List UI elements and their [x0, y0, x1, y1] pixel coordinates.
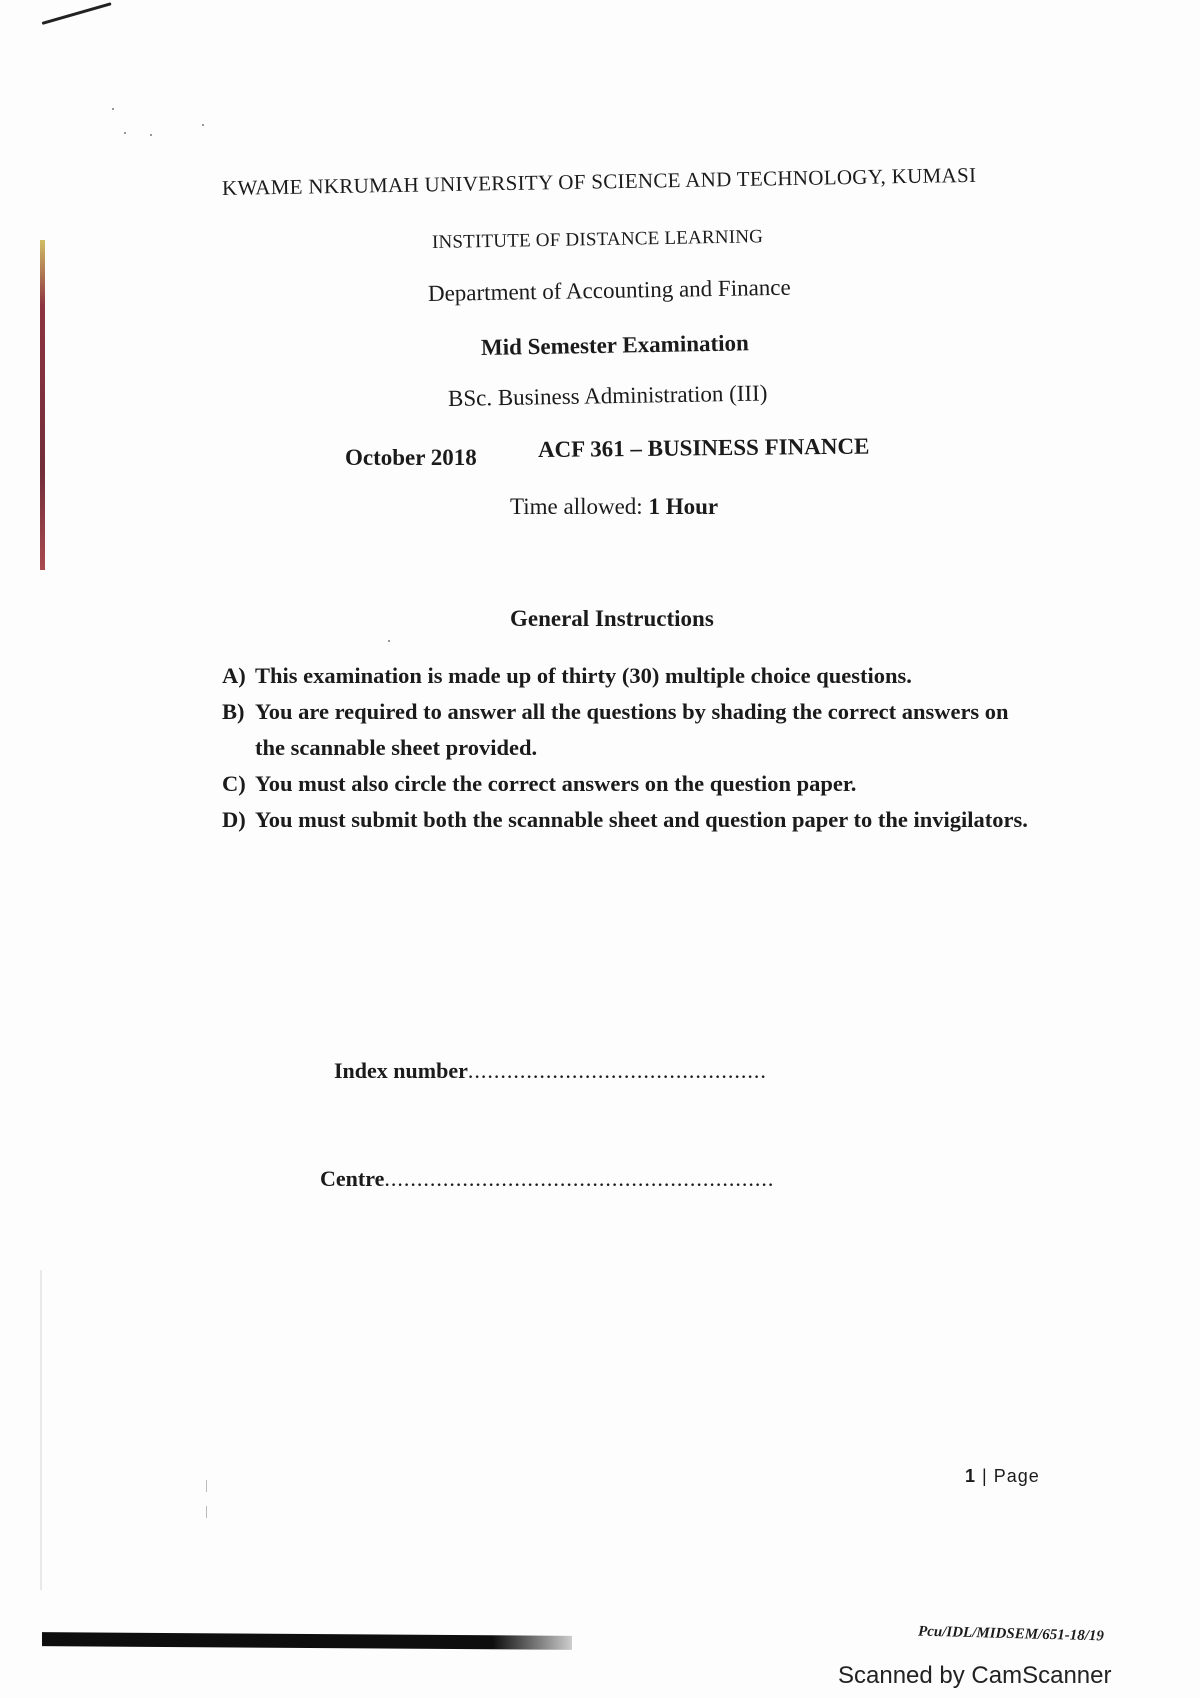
time-allowed-value: 1 Hour	[648, 494, 719, 519]
binding-edge-shadow	[40, 240, 45, 570]
exam-type: Mid Semester Examination	[480, 330, 750, 360]
instruction-text: You must also circle the correct answers on the question paper.	[255, 771, 857, 796]
university-name: KWAME NKRUMAH UNIVERSITY OF SCIENCE AND TECHNOLOGY, KUMASI	[221, 162, 977, 200]
index-number-label: Index number	[334, 1058, 468, 1083]
scan-speck	[388, 640, 390, 642]
page-number-separator: |	[982, 1466, 988, 1486]
scan-speck	[112, 108, 114, 110]
instruction-text: You are required to answer all the questions by shading the correct answers on the scannable sheet provided.	[255, 699, 1009, 760]
instruction-letter: A)	[222, 663, 246, 688]
exam-date: October 2018	[345, 445, 477, 470]
instruction-item	[222, 658, 1042, 694]
scanner-watermark: Scanned by CamScanner	[838, 1662, 1112, 1689]
instruction-letter: C)	[222, 771, 246, 796]
page-number	[965, 1466, 1040, 1487]
instruction-item	[222, 694, 1042, 766]
instruction-text: You must submit both the scannable sheet and question paper to the invigilators.	[255, 807, 1028, 832]
scan-bottom-shadow	[42, 1632, 572, 1650]
instructions-list	[222, 658, 1042, 838]
pen-stroke-mark	[42, 2, 112, 25]
time-allowed-label: Time allowed:	[510, 494, 643, 519]
page-number-word: Page	[993, 1466, 1040, 1486]
scan-speck	[202, 124, 204, 126]
scan-tick-mark	[206, 1480, 207, 1492]
centre-blank[interactable]: ............................................................	[384, 1166, 775, 1191]
programme-name: BSc. Business Administration (III)	[447, 380, 768, 411]
index-number-blank[interactable]: ..............................................	[467, 1058, 767, 1083]
instruction-item	[222, 802, 1042, 838]
course-title: ACF 361 – BUSINESS FINANCE	[537, 433, 870, 462]
binding-edge-faint	[40, 1270, 42, 1590]
institute-name: INSTITUTE OF DISTANCE LEARNING	[431, 226, 764, 253]
scan-speck	[124, 132, 126, 134]
instruction-item	[222, 766, 1042, 802]
department-name: Department of Accounting and Finance	[427, 274, 791, 306]
instruction-letter: D)	[222, 807, 246, 832]
instructions-heading: General Instructions	[510, 606, 714, 631]
index-number-field[interactable]	[334, 1058, 767, 1084]
instruction-letter: B)	[222, 699, 245, 724]
centre-label: Centre	[320, 1166, 385, 1191]
scan-tick-mark	[206, 1506, 207, 1518]
centre-field[interactable]	[320, 1166, 774, 1192]
document-reference-code: Pcu/IDL/MIDSEM/651-18/19	[917, 1623, 1105, 1645]
page-number-value: 1	[965, 1466, 977, 1486]
time-allowed	[510, 494, 718, 520]
instruction-text: This examination is made up of thirty (30) multiple choice questions.	[255, 663, 912, 688]
scan-speck	[150, 134, 152, 136]
